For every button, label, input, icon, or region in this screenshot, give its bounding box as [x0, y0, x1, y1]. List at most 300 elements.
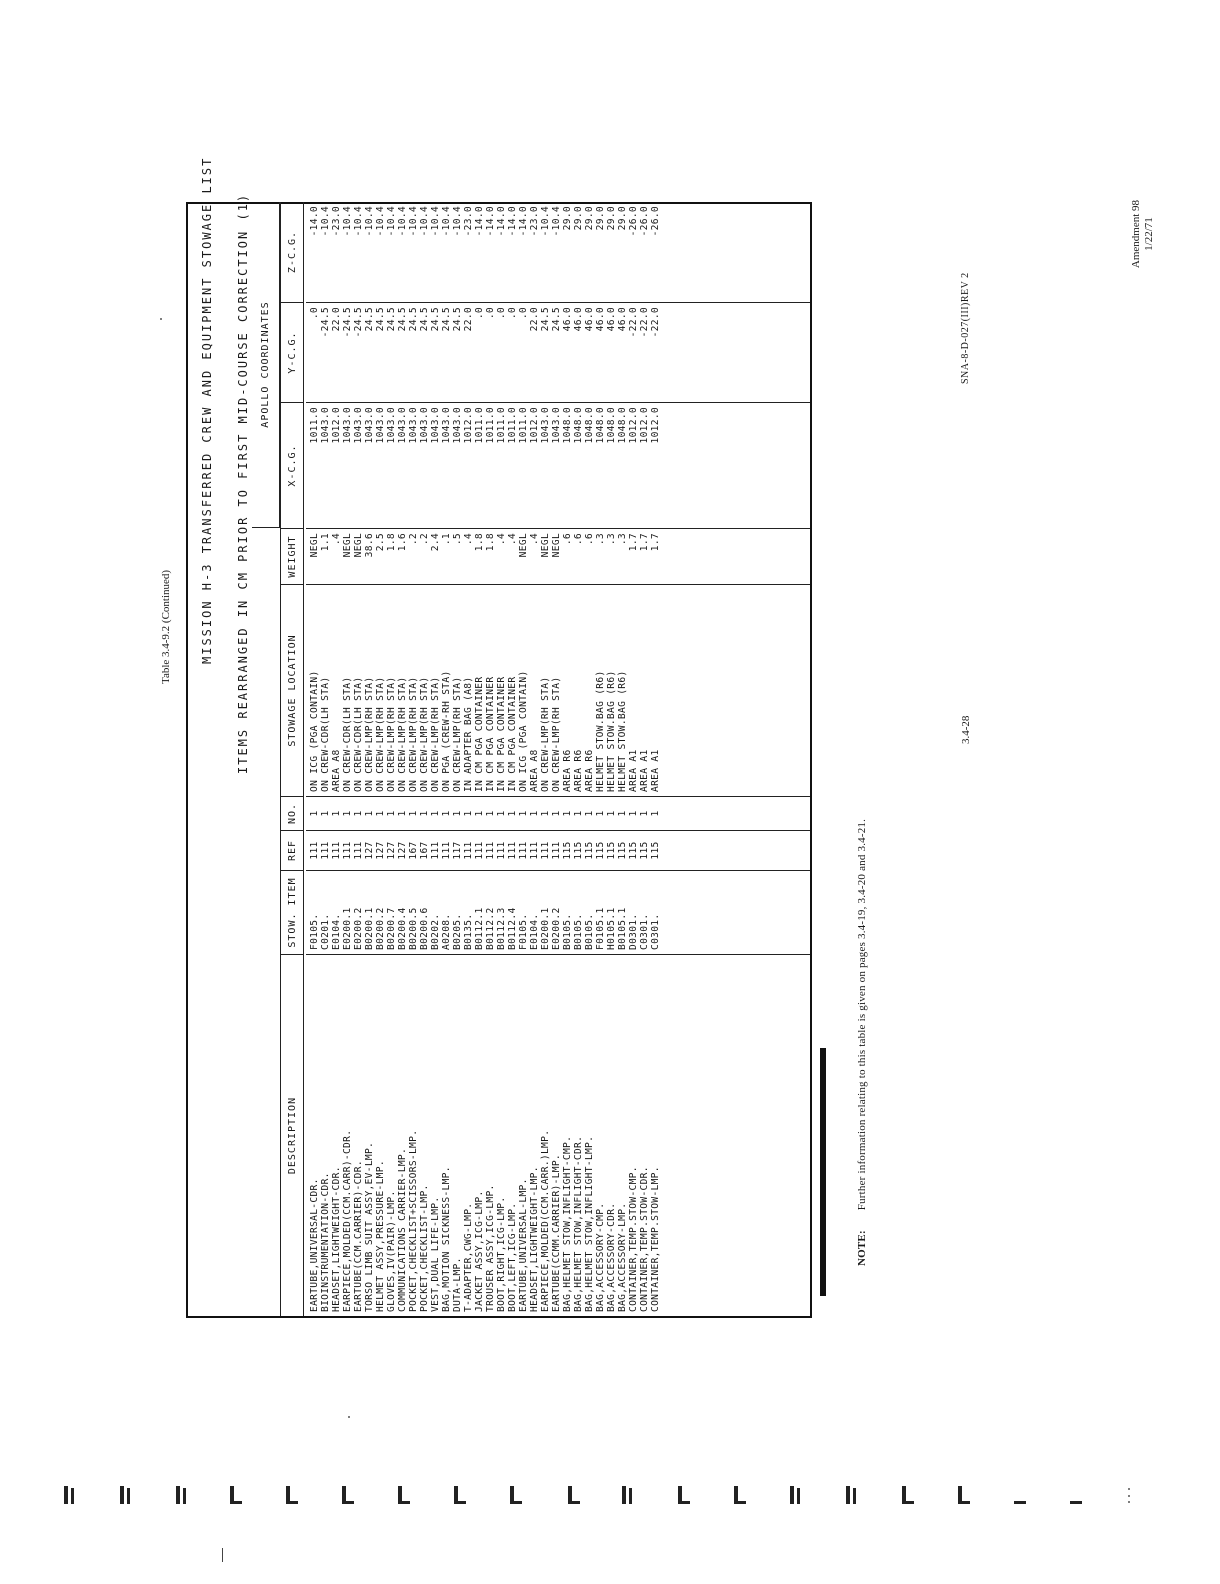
table-cell: DUTA-LMP.: [452, 1257, 463, 1312]
table-cell: 1.8: [485, 533, 496, 552]
table-cell: .0: [518, 307, 529, 320]
table-cell: 1: [309, 810, 320, 817]
table-cell: 46.0: [573, 307, 584, 332]
table-cell: .0: [309, 307, 320, 320]
table-cell: -10.4: [386, 206, 397, 237]
table-cell: E0200.2: [353, 907, 364, 950]
table-cell: .6: [562, 533, 573, 546]
table-note: [856, 819, 868, 1266]
scan-mark: [844, 1486, 858, 1504]
table-cell: 1: [419, 810, 430, 817]
table-title-line2: ITEMS REARRANGED IN CM PRIOR TO FIRST MID-COURSE CORRECTION (1): [236, 192, 250, 774]
table-cell: ON CREW-CDR(LH STA): [320, 676, 331, 792]
table-cell: 1: [529, 810, 540, 817]
scan-mark: [118, 1486, 132, 1504]
table-cell: ON CREW-LMP(RH STA): [452, 676, 463, 792]
table-cell: -26.0: [639, 206, 650, 237]
table-cell: C0301.: [650, 913, 661, 950]
table-cell: BAG,ACCESSORY-LMP.: [617, 1202, 628, 1312]
table-cell: 111: [320, 841, 331, 860]
table-cell: 1.1: [320, 533, 331, 552]
table-cell: 167: [419, 841, 430, 860]
table-cell: -10.4: [452, 206, 463, 237]
table-cell: NEGL: [518, 533, 529, 558]
col-header-ref: REF: [281, 830, 303, 870]
table-cell: 1043.0: [364, 407, 375, 444]
table-cell: -22.0: [650, 307, 661, 338]
table-cell: 111: [309, 841, 320, 860]
table-cell: 1: [628, 810, 639, 817]
table-cell: 1: [584, 810, 595, 817]
table-cell: 2.5: [375, 533, 386, 552]
table-cell: B0105.: [584, 913, 595, 950]
table-cell: 2.4: [430, 533, 441, 552]
table-cell: ON CREW-LMP(RH STA): [364, 676, 375, 792]
table-cell: 1043.0: [397, 407, 408, 444]
table-cell: ON ICG (PGA CONTAIN): [309, 670, 320, 792]
table-cell: .6: [584, 533, 595, 546]
table-cell: BOOT,RIGHT,ICG-LMP.: [496, 1196, 507, 1312]
table-cell: NEGL: [309, 533, 320, 558]
table-cell: 24.5: [551, 307, 562, 332]
table-cell: -14.0: [507, 206, 518, 237]
table-cell: -23.0: [529, 206, 540, 237]
table-cell: -22.0: [628, 307, 639, 338]
scan-mark: [566, 1486, 580, 1504]
table-cell: EARTUBE(CCM.CARRIER)-CDR.: [353, 1160, 364, 1312]
scan-mark: [1012, 1486, 1026, 1504]
table-cell: BIOINSTRUMENTATION-CDR.: [320, 1172, 331, 1312]
table-cell: -10.4: [375, 206, 386, 237]
table-cell: 111: [529, 841, 540, 860]
table-cell: -14.0: [474, 206, 485, 237]
scan-mark: [788, 1486, 802, 1504]
table-cell: C0301.: [639, 913, 650, 950]
table-cell: .4: [496, 533, 507, 546]
table-cell: .4: [507, 533, 518, 546]
table-cell: JACKET ASSY,ICG-LMP.: [474, 1190, 485, 1312]
scan-mark: [900, 1486, 914, 1504]
table-cell: .2: [419, 533, 430, 546]
col-location: [306, 584, 810, 796]
table-cell: BAG,ACCESSORY-CMP.: [595, 1202, 606, 1312]
table-cell: B0202.: [430, 913, 441, 950]
table-cell: HEADSET,LIGHTWEIGHT-CDR.: [331, 1166, 342, 1312]
table-cell: ON CREW-LMP(RH STA): [408, 676, 419, 792]
apollo-coordinates-header: APOLLO COORDINATES: [252, 202, 280, 528]
table-cell: -26.0: [650, 206, 661, 237]
table-cell: -24.5: [353, 307, 364, 338]
table-cell: B0205.: [452, 913, 463, 950]
table-cell: 111: [353, 841, 364, 860]
table-cell: -23.0: [331, 206, 342, 237]
note-label: NOTE:: [856, 1230, 868, 1266]
table-cell: 1011.0: [485, 407, 496, 444]
table-cell: B0112.4: [507, 907, 518, 950]
col-header-no: NO.: [281, 796, 303, 830]
table-cell: 1.7: [639, 533, 650, 552]
table-cell: 1043.0: [551, 407, 562, 444]
table-cell: 115: [562, 841, 573, 860]
table-cell: .0: [496, 307, 507, 320]
table-cell: 1043.0: [353, 407, 364, 444]
table-cell: B0105.: [562, 913, 573, 950]
table-cell: B0112.3: [496, 907, 507, 950]
table-cell: EARTUBE,UNIVERSAL-CDR.: [309, 1178, 320, 1312]
table-cell: 111: [485, 841, 496, 860]
scan-speck: [160, 318, 162, 320]
table-cell: IN CM PGA CONTAINER: [507, 676, 518, 792]
table-cell: TORSO LIMB SUIT ASSY,EV-LMP.: [364, 1141, 375, 1312]
col-header-y: Y-C.G.: [281, 302, 303, 402]
table-cell: IN ADAPTER BAG (A8): [463, 676, 474, 792]
table-cell: AREA A1: [639, 749, 650, 792]
table-cell: -10.4: [353, 206, 364, 237]
table-cell: GLOVES,IV(PAIR)-LMP.: [386, 1190, 397, 1312]
table-cell: 115: [595, 841, 606, 860]
stowage-table: [186, 202, 812, 1318]
table-cell: 1043.0: [540, 407, 551, 444]
table-cell: 115: [639, 841, 650, 860]
table-cell: 1: [320, 810, 331, 817]
table-cell: 1043.0: [386, 407, 397, 444]
scan-mark: [174, 1486, 188, 1504]
table-cell: E0104.: [331, 913, 342, 950]
table-cell: -14.0: [309, 206, 320, 237]
table-cell: 111: [507, 841, 518, 860]
table-cell: BAG,HELMET STOW,INFLIGHT-CMP.: [562, 1135, 573, 1312]
col-header-x: X-C.G.: [281, 402, 303, 528]
table-cell: BAG,MOTION SICKNESS-LMP.: [441, 1166, 452, 1312]
table-cell: CONTAINER,TEMP.STOW-LMP.: [650, 1166, 661, 1312]
table-cell: 1011.0: [518, 407, 529, 444]
table-cell: 1: [540, 810, 551, 817]
table-cell: 1: [397, 810, 408, 817]
table-cell: AREA A1: [650, 749, 661, 792]
table-cell: 167: [408, 841, 419, 860]
table-cell: B0112.2: [485, 907, 496, 950]
table-cell: .5: [452, 533, 463, 546]
table-cell: ON ICG (PGA CONTAIN): [518, 670, 529, 792]
table-cell: 1048.0: [606, 407, 617, 444]
table-cell: ON CREW-CDR(LH STA): [353, 676, 364, 792]
table-cell: B0200.7: [386, 907, 397, 950]
scan-mark: [732, 1486, 746, 1504]
table-cell: 1: [353, 810, 364, 817]
table-caption: Table 3.4-9.2 (Continued): [160, 569, 172, 684]
table-cell: EARPIECE,MOLDED(CCM.CARR.)LMP.: [540, 1129, 551, 1312]
table-cell: 1: [606, 810, 617, 817]
table-cell: BAG,HELMET STOW,INFLIGHT-CDR.: [573, 1135, 584, 1312]
table-cell: B0200.2: [375, 907, 386, 950]
scan-mark: [1068, 1486, 1082, 1504]
table-cell: -10.4: [430, 206, 441, 237]
col-header-z: Z-C.G.: [286, 230, 298, 274]
table-cell: B0200.6: [419, 907, 430, 950]
table-cell: .0: [474, 307, 485, 320]
table-cell: 1: [496, 810, 507, 817]
table-cell: -10.4: [419, 206, 430, 237]
table-cell: B0112.1: [474, 907, 485, 950]
table-cell: 111: [441, 841, 452, 860]
table-cell: 1012.0: [529, 407, 540, 444]
table-cell: 111: [331, 841, 342, 860]
table-cell: 1048.0: [584, 407, 595, 444]
table-cell: 46.0: [584, 307, 595, 332]
table-cell: -14.0: [496, 206, 507, 237]
table-cell: 1043.0: [342, 407, 353, 444]
scan-speck: [348, 1416, 350, 1418]
scan-mark: [676, 1486, 690, 1504]
scan-mark: [620, 1486, 634, 1504]
table-cell: 38.6: [364, 533, 375, 558]
table-cell: .1: [441, 533, 452, 546]
table-cell: B0135.: [463, 913, 474, 950]
table-cell: 24.5: [375, 307, 386, 332]
col-description: [306, 954, 810, 1316]
table-cell: -10.4: [441, 206, 452, 237]
scan-tick: [222, 1548, 223, 1562]
table-cell: 1: [342, 810, 353, 817]
table-cell: .4: [331, 533, 342, 546]
table-cell: 1: [452, 810, 463, 817]
table-cell: -14.0: [485, 206, 496, 237]
table-cell: IN CM PGA CONTAINER: [496, 676, 507, 792]
page-number: 3.4-28: [960, 715, 972, 744]
table-cell: 24.5: [397, 307, 408, 332]
table-cell: 1048.0: [562, 407, 573, 444]
note-text: Further information relating to this table is given on pages 3.4-19, 3.4-20 and 3.4-21.: [856, 818, 868, 1211]
table-cell: IN CM PGA CONTAINER: [485, 676, 496, 792]
table-cell: 115: [573, 841, 584, 860]
table-cell: 46.0: [617, 307, 628, 332]
table-cell: -14.0: [518, 206, 529, 237]
table-cell: 115: [606, 841, 617, 860]
table-cell: E0200.1: [540, 907, 551, 950]
table-cell: 117: [452, 841, 463, 860]
table-body: [306, 202, 810, 1316]
table-title-line1: MISSION H-3 TRANSFERRED CREW AND EQUIPMENT STOWAGE LIST: [200, 156, 214, 664]
scan-mark: [956, 1486, 970, 1504]
table-cell: -23.0: [463, 206, 474, 237]
table-cell: 24.5: [430, 307, 441, 332]
table-cell: ON CREW-CDR(LH STA): [342, 676, 353, 792]
table-cell: -10.4: [408, 206, 419, 237]
amendment-block: [1130, 184, 1156, 284]
scan-mark: [284, 1486, 298, 1504]
table-cell: AREA R6: [573, 749, 584, 792]
table-cell: 127: [364, 841, 375, 860]
table-cell: 1048.0: [573, 407, 584, 444]
table-cell: CONTAINER,TEMP.STOW-CMP.: [628, 1166, 639, 1312]
table-cell: CONTAINER,TEMP.STOW-CDR.: [639, 1166, 650, 1312]
table-cell: B0200.5: [408, 907, 419, 950]
table-cell: 1043.0: [441, 407, 452, 444]
scan-mark: [62, 1486, 76, 1504]
table-cell: BAG,ACCESSORY-CDR.: [606, 1202, 617, 1312]
table-cell: .2: [408, 533, 419, 546]
table-cell: 24.5: [441, 307, 452, 332]
table-cell: B0200.4: [397, 907, 408, 950]
col-x: [306, 402, 810, 528]
table-cell: 1: [485, 810, 496, 817]
table-cell: 46.0: [606, 307, 617, 332]
table-cell: C0201.: [320, 913, 331, 950]
table-cell: .6: [573, 533, 584, 546]
table-cell: F0105.: [309, 913, 320, 950]
table-cell: 111: [496, 841, 507, 860]
col-header-weight: WEIGHT: [281, 528, 303, 584]
table-cell: 24.5: [540, 307, 551, 332]
table-cell: 1048.0: [595, 407, 606, 444]
table-cell: 1: [331, 810, 342, 817]
table-cell: 1043.0: [452, 407, 463, 444]
table-cell: -22.0: [639, 307, 650, 338]
table-cell: BAG,HELMET STOW,INFLIGHT-LMP.: [584, 1135, 595, 1312]
table-cell: 24.5: [364, 307, 375, 332]
amendment-date: 1/22/71: [1143, 217, 1155, 251]
table-cell: -10.4: [551, 206, 562, 237]
scan-mark: [340, 1486, 354, 1504]
table-cell: IN CM PGA CONTAINER: [474, 676, 485, 792]
table-cell: 127: [397, 841, 408, 860]
table-cell: AREA R6: [562, 749, 573, 792]
table-cell: .3: [606, 533, 617, 546]
scan-mark: [396, 1486, 410, 1504]
table-cell: 24.5: [419, 307, 430, 332]
table-cell: HELMET STOW.BAG (R6): [617, 670, 628, 792]
table-cell: 1: [551, 810, 562, 817]
col-header-description: DESCRIPTION: [281, 954, 303, 1316]
table-cell: 1043.0: [408, 407, 419, 444]
table-cell: -10.4: [397, 206, 408, 237]
col-header-stow-item: STOW. ITEM: [281, 870, 303, 954]
table-cell: E0200.2: [551, 907, 562, 950]
table-cell: F0105.: [518, 913, 529, 950]
table-cell: 1043.0: [375, 407, 386, 444]
table-cell: AREA A1: [628, 749, 639, 792]
table-cell: 127: [386, 841, 397, 860]
table-cell: HELMET STOW.BAG (R6): [595, 670, 606, 792]
table-cell: 1011.0: [474, 407, 485, 444]
table-cell: -24.5: [342, 307, 353, 338]
table-cell: -10.4: [364, 206, 375, 237]
table-cell: 46.0: [562, 307, 573, 332]
scan-edge-marks: [0, 1486, 1220, 1516]
document-number: SNA-8-D-027(III)REV 2: [960, 272, 971, 384]
table-cell: 22.0: [331, 307, 342, 332]
col-y: [306, 302, 810, 402]
table-cell: 1012.0: [331, 407, 342, 444]
table-cell: 1.8: [386, 533, 397, 552]
table-cell: 1043.0: [430, 407, 441, 444]
table-cell: -10.4: [320, 206, 331, 237]
table-cell: 115: [617, 841, 628, 860]
table-cell: .4: [463, 533, 474, 546]
table-cell: 22.0: [529, 307, 540, 332]
table-cell: 1012.0: [463, 407, 474, 444]
table-cell: ON CREW-LMP(RH STA): [551, 676, 562, 792]
col-header-location: STOWAGE LOCATION: [281, 584, 303, 796]
table-cell: 24.5: [452, 307, 463, 332]
table-cell: 1012.0: [650, 407, 661, 444]
table-cell: COMMUNICATIONS CARRIER-LMP.: [397, 1147, 408, 1312]
table-cell: E0104.: [529, 913, 540, 950]
table-cell: 115: [584, 841, 595, 860]
table-cell: NEGL: [353, 533, 364, 558]
table-cell: 111: [518, 841, 529, 860]
table-cell: .4: [529, 533, 540, 546]
table-cell: TROUSER ASSY,ICG-LMP.: [485, 1184, 496, 1312]
table-cell: 29.0: [562, 206, 573, 231]
table-cell: 111: [430, 841, 441, 860]
column-header-row: [280, 202, 304, 1316]
table-cell: ON CREW-LMP(RH STA): [419, 676, 430, 792]
table-cell: 1: [408, 810, 419, 817]
table-cell: 111: [342, 841, 353, 860]
table-cell: 1011.0: [507, 407, 518, 444]
table-cell: E0200.1: [342, 907, 353, 950]
table-cell: EARPIECE,MOLDED(CCM.CARR)-CDR.: [342, 1129, 353, 1312]
table-cell: 1: [573, 810, 584, 817]
table-cell: B0200.1: [364, 907, 375, 950]
table-cell: 111: [474, 841, 485, 860]
scan-mark: [1124, 1486, 1138, 1504]
table-cell: 1: [463, 810, 474, 817]
table-cell: -10.4: [540, 206, 551, 237]
table-cell: 1048.0: [617, 407, 628, 444]
table-cell: POCKET,CHECKLIST-LMP.: [419, 1184, 430, 1312]
table-cell: ON CREW-LMP(RH STA): [386, 676, 397, 792]
table-cell: 29.0: [617, 206, 628, 231]
table-cell: 29.0: [584, 206, 595, 231]
col-weight: [306, 528, 810, 584]
table-cell: VEST,DUAL LIFE-LMP.: [430, 1196, 441, 1312]
table-cell: -26.0: [628, 206, 639, 237]
table-cell: 1: [430, 810, 441, 817]
scan-mark: [452, 1486, 466, 1504]
table-cell: 115: [650, 841, 661, 860]
col-ref: [306, 830, 810, 870]
table-cell: EARTUBE,UNIVERSAL-LMP.: [518, 1178, 529, 1312]
table-cell: A0208.: [441, 913, 452, 950]
table-cell: ON CREW-LMP(RH STA): [540, 676, 551, 792]
table-cell: HELMET ASSY,PRESSURE-LMP.: [375, 1160, 386, 1312]
table-cell: 24.5: [408, 307, 419, 332]
table-cell: ON CREW-LMP(RH STA): [375, 676, 386, 792]
table-cell: 111: [551, 841, 562, 860]
table-cell: 1: [595, 810, 606, 817]
table-cell: 1043.0: [419, 407, 430, 444]
table-cell: .0: [507, 307, 518, 320]
table-cell: F0105.1: [595, 907, 606, 950]
table-cell: 46.0: [595, 307, 606, 332]
table-cell: 1: [650, 810, 661, 817]
col-no: [306, 796, 810, 830]
table-cell: 115: [628, 841, 639, 860]
table-cell: ON PGA (CREW-RH STA): [441, 670, 452, 792]
table-cell: 1012.0: [639, 407, 650, 444]
table-cell: 1011.0: [309, 407, 320, 444]
amendment-label: Amendment 98: [1130, 199, 1142, 269]
table-cell: AREA R6: [584, 749, 595, 792]
table-cell: 24.5: [386, 307, 397, 332]
table-cell: NEGL: [540, 533, 551, 558]
table-cell: POCKET,CHECKLIST+SCISSORS-LMP.: [408, 1129, 419, 1312]
table-cell: B0105.1: [617, 907, 628, 950]
scan-mark: [508, 1486, 522, 1504]
table-cell: 127: [375, 841, 386, 860]
